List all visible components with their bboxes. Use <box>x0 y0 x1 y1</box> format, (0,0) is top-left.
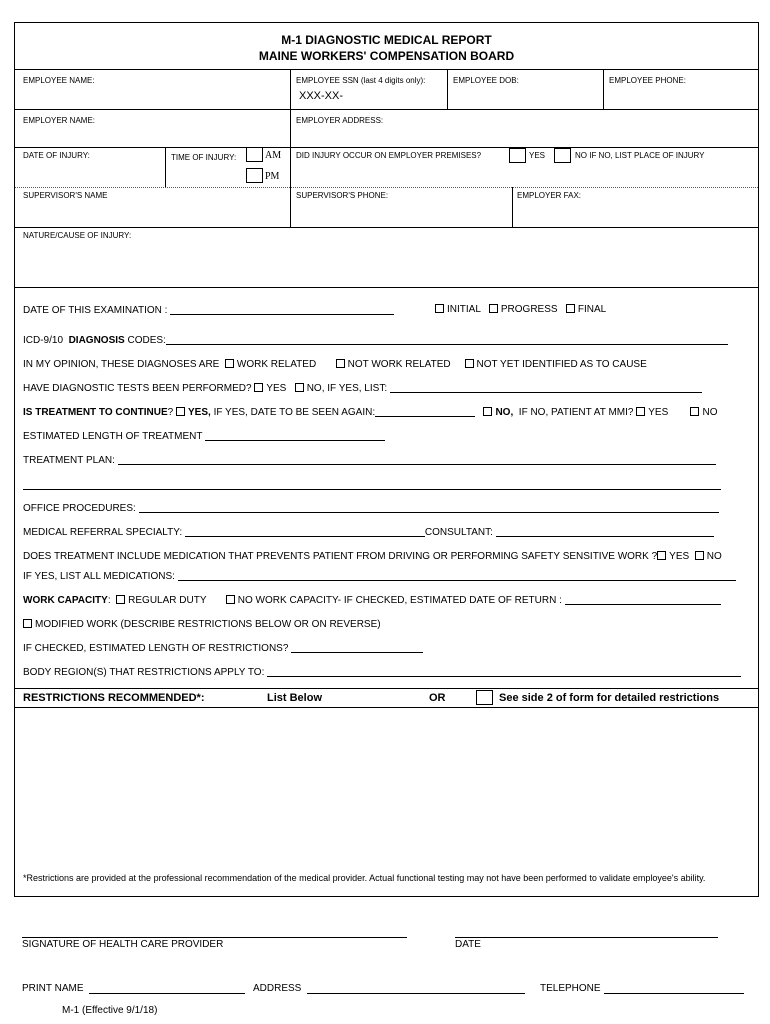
icd-row: ICD-9/10 DIAGNOSIS CODES: <box>23 335 728 346</box>
medication-row: DOES TREATMENT INCLUDE MEDICATION THAT PREVENTS PATIENT FROM DRIVING OR PERFORMING SAFETY SENSITIVE WORK ? YES NO <box>23 551 722 562</box>
employer-fax-label: EMPLOYER FAX: <box>517 191 582 200</box>
treatment-continue-row: IS TREATMENT TO CONTINUE? YES, IF YES, DATE TO BE SEEN AGAIN: NO, IF NO, PATIENT AT MMI? YES NO <box>23 407 718 418</box>
premises-yes-label: YES <box>529 151 546 160</box>
date-line[interactable] <box>455 937 718 938</box>
initial-checkbox[interactable] <box>435 304 444 313</box>
no-work-capacity-checkbox[interactable] <box>226 595 235 604</box>
est-length-field[interactable] <box>205 431 385 441</box>
medication-no-checkbox[interactable] <box>695 551 704 560</box>
form-title-line2: MAINE WORKERS' COMPENSATION BOARD <box>258 49 515 63</box>
diag-tests-yes-checkbox[interactable] <box>254 383 263 392</box>
not-yet-identified-checkbox[interactable] <box>465 359 474 368</box>
form-frame <box>14 22 759 897</box>
am-label: AM <box>265 150 282 161</box>
form-id: M-1 (Effective 9/1/18) <box>62 1005 158 1016</box>
restrictions-label: RESTRICTIONS RECOMMENDED*: <box>23 692 205 704</box>
employee-ssn-label: EMPLOYEE SSN (last 4 digits only): <box>296 76 426 85</box>
diag-tests-list-field[interactable] <box>390 383 702 393</box>
treatment-yes-checkbox[interactable] <box>176 407 185 416</box>
nature-cause-label: NATURE/CAUSE OF INJURY: <box>23 231 132 240</box>
premises-yes-checkbox[interactable] <box>509 148 526 163</box>
diag-tests-no-checkbox[interactable] <box>295 383 304 392</box>
provider-signature-label: SIGNATURE OF HEALTH CARE PROVIDER <box>22 939 224 950</box>
supervisor-phone-label: SUPERVISOR'S PHONE: <box>296 191 389 200</box>
print-name-field[interactable] <box>89 993 245 994</box>
pm-label: PM <box>265 171 280 182</box>
employee-ssn-value[interactable]: XXX-XX- <box>299 90 344 102</box>
supervisor-name-label: SUPERVISOR'S NAME <box>23 191 108 200</box>
address-label: ADDRESS <box>253 983 302 994</box>
telephone-label: TELEPHONE <box>540 983 601 994</box>
treatment-no-checkbox[interactable] <box>483 407 492 416</box>
opinion-row: IN MY OPINION, THESE DIAGNOSES ARE WORK RELATED NOT WORK RELATED NOT YET IDENTIFIED AS TO CAUSE <box>23 359 647 370</box>
pm-checkbox[interactable] <box>246 168 263 183</box>
consultant-field[interactable] <box>496 527 714 537</box>
treatment-plan-line2[interactable] <box>23 489 721 490</box>
premises-no-label: NO IF NO, LIST PLACE OF INJURY <box>575 151 705 160</box>
return-date-field[interactable] <box>565 595 721 605</box>
employee-dob-label: EMPLOYEE DOB: <box>453 76 519 85</box>
see-side-2-label: See side 2 of form for detailed restrictions <box>499 692 720 704</box>
am-checkbox[interactable] <box>246 147 263 162</box>
employee-name-label: EMPLOYEE NAME: <box>23 76 95 85</box>
restrictions-footnote: *Restrictions are provided at the professional recommendation of the medical provider. Actual functional testing may not have been performed to validate employee's ability. <box>23 873 706 883</box>
date-seen-again-field[interactable] <box>375 407 475 417</box>
regular-duty-checkbox[interactable] <box>116 595 125 604</box>
modified-work-row: MODIFIED WORK (DESCRIBE RESTRICTIONS BELOW OR ON REVERSE) <box>23 619 381 630</box>
est-length-restrictions-field[interactable] <box>291 643 423 653</box>
see-side-2-checkbox[interactable] <box>476 690 493 705</box>
final-checkbox[interactable] <box>566 304 575 313</box>
diag-tests-row: HAVE DIAGNOSTIC TESTS BEEN PERFORMED? YES NO, IF YES, LIST: <box>23 383 702 394</box>
treatment-plan-row: TREATMENT PLAN: <box>23 455 716 466</box>
print-name-label: PRINT NAME <box>22 983 84 994</box>
list-medications-row: IF YES, LIST ALL MEDICATIONS: <box>23 571 736 582</box>
medications-field[interactable] <box>178 571 736 581</box>
body-regions-field[interactable] <box>267 667 741 677</box>
premises-question: DID INJURY OCCUR ON EMPLOYER PREMISES? <box>296 151 482 160</box>
date-of-injury-label: DATE OF INJURY: <box>23 151 90 160</box>
premises-no-checkbox[interactable] <box>554 148 571 163</box>
not-work-related-checkbox[interactable] <box>336 359 345 368</box>
medication-yes-checkbox[interactable] <box>657 551 666 560</box>
referral-row: MEDICAL REFERRAL SPECIALTY: CONSULTANT: <box>23 527 714 538</box>
form-title-line1: M-1 DIAGNOSTIC MEDICAL REPORT <box>281 33 492 47</box>
est-length-row: ESTIMATED LENGTH OF TREATMENT <box>23 431 385 442</box>
est-length-restrictions-row: IF CHECKED, ESTIMATED LENGTH OF RESTRICTIONS? <box>23 643 423 654</box>
employee-phone-label: EMPLOYEE PHONE: <box>609 76 686 85</box>
modified-work-checkbox[interactable] <box>23 619 32 628</box>
exam-date-field[interactable] <box>170 305 394 315</box>
icd-codes-field[interactable] <box>166 335 728 345</box>
office-procedures-row: OFFICE PROCEDURES: <box>23 503 719 514</box>
mmi-no-checkbox[interactable] <box>690 407 699 416</box>
employer-address-label: EMPLOYER ADDRESS: <box>296 116 384 125</box>
referral-specialty-field[interactable] <box>185 527 425 537</box>
time-of-injury-label: TIME OF INJURY: <box>171 153 237 162</box>
exam-type-row: INITIAL PROGRESS FINAL <box>435 304 606 315</box>
employer-name-label: EMPLOYER NAME: <box>23 116 96 125</box>
or-label: OR <box>429 692 446 704</box>
date-label: DATE <box>455 939 481 950</box>
mmi-yes-checkbox[interactable] <box>636 407 645 416</box>
telephone-field[interactable] <box>604 993 744 994</box>
work-related-checkbox[interactable] <box>225 359 234 368</box>
work-capacity-row: WORK CAPACITY: REGULAR DUTY NO WORK CAPACITY- IF CHECKED, ESTIMATED DATE OF RETURN : <box>23 595 721 606</box>
exam-date-row: DATE OF THIS EXAMINATION : <box>23 305 394 316</box>
office-procedures-field[interactable] <box>139 503 719 513</box>
provider-signature-line[interactable] <box>22 937 407 938</box>
list-below-label: List Below <box>267 692 323 704</box>
body-regions-row: BODY REGION(S) THAT RESTRICTIONS APPLY TO: <box>23 667 741 678</box>
treatment-plan-field[interactable] <box>118 455 716 465</box>
address-field[interactable] <box>307 993 525 994</box>
progress-checkbox[interactable] <box>489 304 498 313</box>
